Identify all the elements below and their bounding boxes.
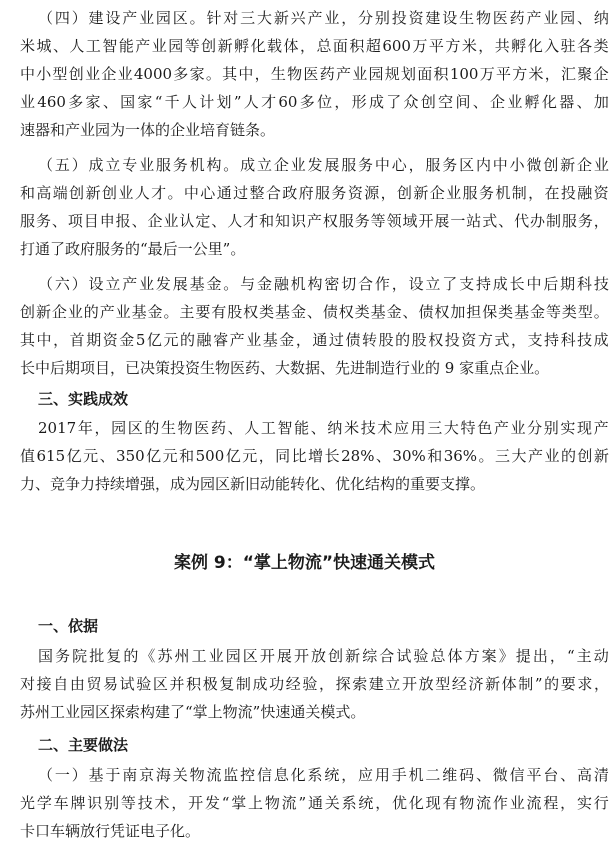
text-line: 米 城 、 人 工 智 能 产 业 园 等 创 新 孵 化 载 体 ， 总 面 积 超 600 万 平 方 米 ， 共 孵 化 入 驻 各 类 [20,37,609,55]
text-line: 业 460 多 家 、 国 家 “ 千 人 计 划 ” 人 才 60 多 位 ， 形 成 了 众 创 空 间 、 企 业 孵 化 器 、 加 [20,93,609,111]
text-line: （ 六 ） 设 立 产 业 发 展 基 金 。 与 金 融 机 构 密 切 合 作 ， 设 立 了 支 持 成 长 中 后 期 科 技 [38,275,609,293]
text-line: 服 务 、 项 目 申 报 、 企 业 认 定 、 人 才 和 知 识 产 权 服 务 等 领 域 开 展 一 站 式 、 代 办 制 服 务 ， [20,212,609,230]
text-line: （ 五 ） 成 立 专 业 服 务 机 构 。 成 立 企 业 发 展 服 务 中 心 ， 服 务 区 内 中 小 微 创 新 企 业 [38,156,609,174]
text-line: 力、竞争力持续增强，成为园区新旧动能转化、优化结构的重要支撑。 [20,475,486,493]
text-line: 2017 年 ， 园 区 的 生 物 医 药 、 人 工 智 能 、 纳 米 技 术 应 用 三 大 特 色 产 业 分 别 实 现 产 [38,419,609,437]
text-line: 苏州工业园区探索构建了“掌上物流”快速通关模式。 [20,703,366,721]
section-heading-practices: 二、主要做法 [38,736,129,754]
text-line: 对 接 自 由 贸 易 试 验 区 并 积 极 复 制 成 功 经 验 ， 探 索 建 立 开 放 型 经 济 新 体 制 ” 的 要 求 ， [20,675,609,693]
case-title: 案例 9：“掌上物流”快速通关模式 [173,553,436,573]
text-line: 速器和产业园为一体的企业培育链条。 [20,121,276,139]
text-line: 其 中 ， 首 期 资 金 5 亿 元 的 融 睿 产 业 基 金 ， 通 过 债 转 股 的 股 权 投 资 方 式 ， 支 持 科 技 成 [20,331,609,349]
text-line: 创 新 企 业 的 产 业 基 金 。 主 要 有 股 权 类 基 金 、 债 权 类 基 金 、 债 权 加 担 保 类 基 金 等 类 型 。 [20,303,609,321]
text-line: 和 高 端 创 新 创 业 人 才 。 中 心 通 过 整 合 政 府 服 务 资 源 ， 创 新 企 业 服 务 机 制 ， 在 投 融 资 [20,184,609,202]
text-line: 长中后期项目，已决策投资生物医药、大数据、先进制造行业的 9 家重点企业。 [20,359,550,377]
text-line: 光 学 车 牌 识 别 等 技 术 ， 开 发 “ 掌 上 物 流 ” 通 关 系 统 ， 优 化 现 有 物 流 作 业 流 程 ， 实 行 [20,794,609,812]
text-line: （ 四 ） 建 设 产 业 园 区 。 针 对 三 大 新 兴 产 业 ， 分 别 投 资 建 设 生 物 医 药 产 业 园 、 纳 [38,9,609,27]
text-line: 值 615 亿 元 、 350 亿 元 和 500 亿 元 ， 同 比 增 长 28% 、 30% 和 36% 。 三 大 产 业 的 创 新 [20,447,609,465]
text-line: 中 小 型 创 业 企 业 4000 多 家 。 其 中 ， 生 物 医 药 产 业 园 规 划 面 积 100 万 平 方 米 ， 汇 聚 企 [20,65,609,83]
section-heading-results: 三、实践成效 [38,390,129,408]
section-heading-basis: 一、依据 [38,617,99,635]
text-line: 国 务 院 批 复 的 《 苏 州 工 业 园 区 开 展 开 放 创 新 综 合 试 验 总 体 方 案 》 提 出 ， “ 主 动 [38,647,609,665]
text-line: 打通了政府服务的“最后一公里”。 [20,240,246,258]
text-line: 卡口车辆放行凭证电子化。 [20,822,201,840]
text-line: （ 一 ） 基 于 南 京 海 关 物 流 监 控 信 息 化 系 统 ， 应 用 手 机 二 维 码 、 微 信 平 台 、 高 清 [38,766,609,784]
